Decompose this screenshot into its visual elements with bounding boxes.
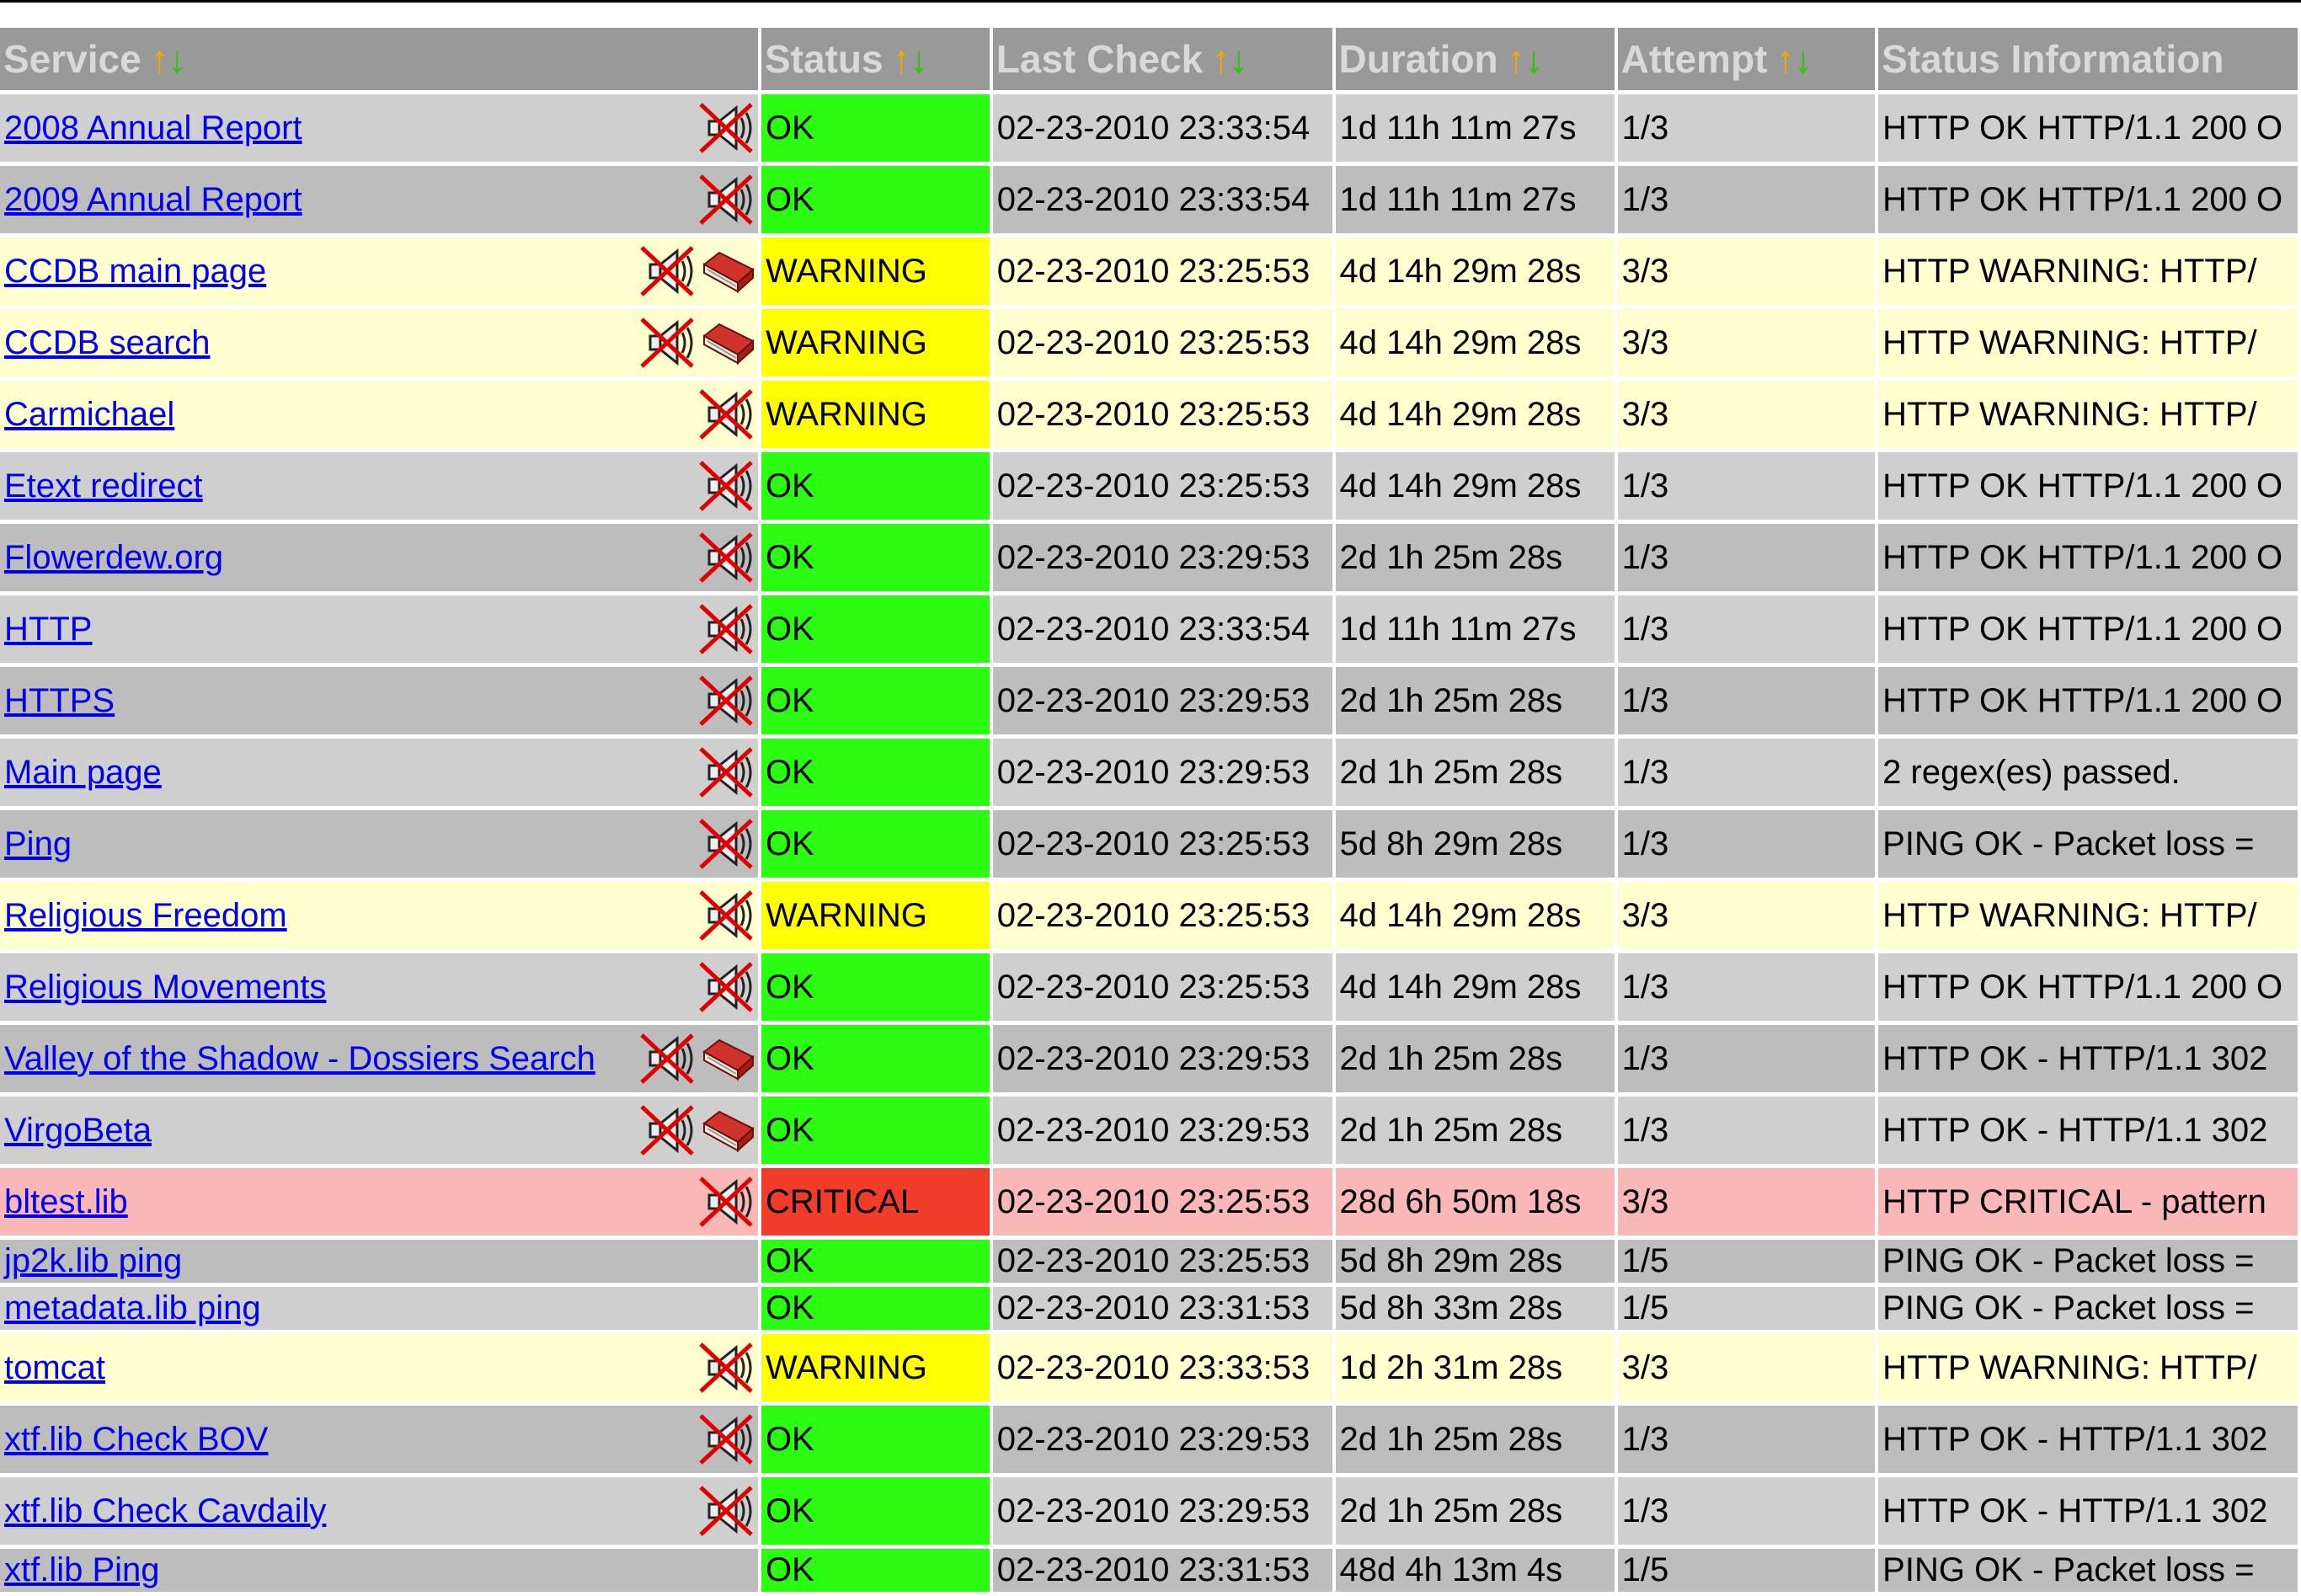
status-cell: OK [761, 94, 990, 162]
last-check-cell: 02-23-2010 23:33:54 [993, 166, 1332, 233]
last-check-cell: 02-23-2010 23:29:53 [993, 524, 1332, 591]
attempt-cell: 3/3 [1618, 309, 1876, 376]
duration-cell: 4d 14h 29m 28s [1336, 381, 1615, 448]
service-icons [697, 1484, 756, 1538]
attempt-cell: 1/3 [1618, 166, 1876, 233]
service-link[interactable]: jp2k.lib ping [4, 1242, 183, 1279]
service-cell [0, 238, 758, 305]
duration-cell: 2d 1h 25m 28s [1336, 1477, 1615, 1545]
duration-cell: 2d 1h 25m 28s [1336, 1097, 1615, 1164]
status-cell: OK [761, 953, 990, 1021]
notifications-disabled-icon[interactable] [697, 459, 756, 513]
service-cell [0, 1334, 758, 1401]
notifications-disabled-icon[interactable] [697, 387, 756, 441]
sort-descending-icon[interactable]: ↓ [1229, 37, 1247, 81]
notifications-disabled-icon[interactable] [697, 602, 756, 656]
acknowledged-icon[interactable] [701, 1103, 756, 1157]
last-check-cell: 02-23-2010 23:29:53 [993, 1406, 1332, 1473]
notifications-disabled-icon[interactable] [697, 173, 756, 227]
service-icons [697, 101, 756, 155]
attempt-cell: 1/5 [1618, 1240, 1876, 1283]
status-cell: CRITICAL [761, 1168, 990, 1236]
last-check-cell: 02-23-2010 23:25:53 [993, 381, 1332, 448]
notifications-disabled-icon[interactable] [697, 531, 756, 584]
duration-cell: 2d 1h 25m 28s [1336, 667, 1615, 734]
acknowledged-icon[interactable] [701, 316, 756, 370]
column-header-last-check[interactable]: Last Check ↑↓ [993, 28, 1332, 90]
status-cell: OK [761, 1097, 990, 1164]
table-row [0, 1025, 2298, 1092]
column-header-service[interactable]: Service ↑↓ [0, 28, 758, 90]
status-information-cell: HTTP CRITICAL - pattern [1878, 1168, 2298, 1236]
sort-ascending-icon[interactable]: ↑ [1211, 37, 1230, 81]
last-check-cell: 02-23-2010 23:29:53 [993, 1097, 1332, 1164]
attempt-cell: 1/3 [1618, 1477, 1876, 1545]
service-icons [638, 316, 756, 370]
status-cell: OK [761, 452, 990, 520]
last-check-cell: 02-23-2010 23:33:54 [993, 94, 1332, 162]
status-cell: WARNING [761, 1334, 990, 1401]
last-check-cell: 02-23-2010 23:29:53 [993, 1025, 1332, 1092]
service-link[interactable]: Valley of the Shadow - Dossiers Search [4, 1039, 595, 1077]
service-icons [638, 244, 756, 298]
status-cell: WARNING [761, 381, 990, 448]
table-row [0, 953, 2298, 1021]
sort-ascending-icon[interactable]: ↑ [1506, 37, 1524, 81]
last-check-cell: 02-23-2010 23:29:53 [993, 1477, 1332, 1545]
service-link[interactable]: 2009 Annual Report [4, 180, 302, 218]
sort-ascending-icon[interactable]: ↑ [891, 37, 910, 81]
service-icons [697, 1412, 756, 1466]
duration-cell: 4d 14h 29m 28s [1336, 882, 1615, 949]
service-icons [697, 1341, 756, 1395]
status-cell: WARNING [761, 882, 990, 949]
status-information-cell: PING OK - Packet loss = [1878, 1549, 2298, 1592]
attempt-cell: 1/3 [1618, 524, 1876, 591]
table-row [0, 1406, 2298, 1473]
service-link[interactable]: bltest.lib [4, 1182, 128, 1220]
service-icons [638, 1032, 756, 1086]
service-cell [0, 452, 758, 520]
attempt-cell: 1/3 [1618, 1406, 1876, 1473]
service-status-table [0, 24, 2301, 1596]
duration-cell: 5d 8h 29m 28s [1336, 1240, 1615, 1283]
status-information-cell: HTTP WARNING: HTTP/ [1878, 1334, 2298, 1401]
service-cell [0, 1168, 758, 1236]
table-row [0, 1168, 2298, 1236]
notifications-disabled-icon[interactable] [697, 1341, 756, 1395]
table-header-row [0, 28, 2298, 90]
table-row [0, 739, 2298, 806]
service-icons [697, 459, 756, 513]
service-link[interactable]: Religious Freedom [4, 896, 287, 934]
column-header-status-information: Status Information [1878, 28, 2298, 90]
service-icons [697, 173, 756, 227]
status-information-cell: HTTP WARNING: HTTP/ [1878, 381, 2298, 448]
service-link[interactable]: HTTPS [4, 681, 115, 719]
service-cell [0, 1477, 758, 1545]
status-information-cell: PING OK - Packet loss = [1878, 1287, 2298, 1330]
service-icons [697, 602, 756, 656]
status-information-cell: HTTP OK HTTP/1.1 200 O [1878, 94, 2298, 162]
notifications-disabled-icon[interactable] [638, 244, 697, 298]
service-icons [697, 387, 756, 441]
duration-cell: 2d 1h 25m 28s [1336, 1406, 1615, 1473]
notifications-disabled-icon[interactable] [697, 1484, 756, 1538]
notifications-disabled-icon[interactable] [638, 1103, 697, 1157]
status-information-cell: HTTP WARNING: HTTP/ [1878, 238, 2298, 305]
status-information-cell: PING OK - Packet loss = [1878, 810, 2298, 878]
service-icons [697, 531, 756, 584]
service-cell [0, 524, 758, 591]
last-check-cell: 02-23-2010 23:29:53 [993, 667, 1332, 734]
table-row [0, 166, 2298, 233]
last-check-cell: 02-23-2010 23:31:53 [993, 1287, 1332, 1330]
status-cell: OK [761, 1287, 990, 1330]
service-icons [697, 960, 756, 1014]
last-check-cell: 02-23-2010 23:29:53 [993, 739, 1332, 806]
table-row [0, 1287, 2298, 1330]
attempt-cell: 1/3 [1618, 810, 1876, 878]
attempt-cell: 3/3 [1618, 1168, 1876, 1236]
status-information-cell: 2 regex(es) passed. [1878, 739, 2298, 806]
attempt-cell: 1/3 [1618, 595, 1876, 663]
service-cell [0, 595, 758, 663]
service-link[interactable]: xtf.lib Ping [4, 1551, 160, 1588]
notifications-disabled-icon[interactable] [697, 817, 756, 871]
service-link[interactable]: metadata.lib ping [4, 1289, 261, 1326]
service-link[interactable]: Main page [4, 753, 162, 791]
table-row [0, 452, 2298, 520]
attempt-cell: 1/3 [1618, 94, 1876, 162]
sort-descending-icon[interactable]: ↓ [909, 37, 927, 81]
service-icons [638, 1103, 756, 1157]
attempt-cell: 3/3 [1618, 1334, 1876, 1401]
service-cell [0, 1406, 758, 1473]
sort-descending-icon[interactable]: ↓ [1793, 37, 1812, 81]
attempt-cell: 1/3 [1618, 1097, 1876, 1164]
duration-cell: 1d 11h 11m 27s [1336, 94, 1615, 162]
status-cell: OK [761, 595, 990, 663]
column-header-duration[interactable]: Duration ↑↓ [1336, 28, 1615, 90]
status-information-cell: HTTP OK - HTTP/1.1 302 [1878, 1406, 2298, 1473]
duration-cell: 2d 1h 25m 28s [1336, 524, 1615, 591]
service-cell [0, 1549, 758, 1592]
status-information-cell: PING OK - Packet loss = [1878, 1240, 2298, 1283]
acknowledged-icon[interactable] [701, 1032, 756, 1086]
last-check-cell: 02-23-2010 23:25:53 [993, 810, 1332, 878]
service-cell [0, 667, 758, 734]
sort-arrows[interactable] [892, 37, 927, 81]
table-row [0, 524, 2298, 591]
column-header-status[interactable]: Status ↑↓ [761, 28, 990, 90]
status-information-cell: HTTP OK HTTP/1.1 200 O [1878, 595, 2298, 663]
attempt-cell: 3/3 [1618, 238, 1876, 305]
status-cell: OK [761, 1240, 990, 1283]
duration-cell: 28d 6h 50m 18s [1336, 1168, 1615, 1236]
status-cell: OK [761, 166, 990, 233]
status-information-cell: HTTP WARNING: HTTP/ [1878, 309, 2298, 376]
service-link[interactable]: Religious Movements [4, 968, 327, 1006]
last-check-cell: 02-23-2010 23:31:53 [993, 1549, 1332, 1592]
service-link[interactable]: 2008 Annual Report [4, 109, 302, 147]
sort-arrows[interactable] [1507, 37, 1542, 81]
status-information-cell: HTTP OK HTTP/1.1 200 O [1878, 524, 2298, 591]
attempt-cell: 1/3 [1618, 953, 1876, 1021]
attempt-cell: 1/3 [1618, 1025, 1876, 1092]
last-check-cell: 02-23-2010 23:25:53 [993, 452, 1332, 520]
service-icons [697, 817, 756, 871]
service-link[interactable]: Carmichael [4, 395, 175, 433]
attempt-cell: 1/3 [1618, 739, 1876, 806]
service-cell [0, 882, 758, 949]
table-row [0, 1477, 2298, 1545]
status-cell: OK [761, 667, 990, 734]
notifications-disabled-icon[interactable] [697, 1412, 756, 1466]
table-row [0, 381, 2298, 448]
duration-cell: 1d 2h 31m 28s [1336, 1334, 1615, 1401]
duration-cell: 2d 1h 25m 28s [1336, 739, 1615, 806]
duration-cell: 4d 14h 29m 28s [1336, 953, 1615, 1021]
duration-cell: 4d 14h 29m 28s [1336, 452, 1615, 520]
last-check-cell: 02-23-2010 23:25:53 [993, 1240, 1332, 1283]
page-top-border [0, 0, 2301, 3]
service-link[interactable]: CCDB main page [4, 252, 267, 290]
table-row [0, 882, 2298, 949]
service-cell [0, 739, 758, 806]
table-row [0, 810, 2298, 878]
sort-arrows[interactable] [1211, 37, 1247, 81]
attempt-cell: 1/3 [1618, 667, 1876, 734]
status-information-cell: HTTP OK - HTTP/1.1 302 [1878, 1025, 2298, 1092]
service-link[interactable]: xtf.lib Check BOV [4, 1420, 269, 1458]
attempt-cell: 1/3 [1618, 452, 1876, 520]
service-link[interactable]: tomcat [4, 1348, 106, 1386]
status-information-cell: HTTP OK - HTTP/1.1 302 [1878, 1097, 2298, 1164]
last-check-cell: 02-23-2010 23:25:53 [993, 882, 1332, 949]
last-check-cell: 02-23-2010 23:25:53 [993, 1168, 1332, 1236]
service-cell [0, 381, 758, 448]
table-row [0, 238, 2298, 305]
status-information-cell: HTTP OK HTTP/1.1 200 O [1878, 166, 2298, 233]
notifications-disabled-icon[interactable] [638, 1032, 697, 1086]
notifications-disabled-icon[interactable] [697, 674, 756, 728]
service-cell [0, 1097, 758, 1164]
sort-ascending-icon[interactable]: ↑ [1775, 37, 1794, 81]
status-cell: WARNING [761, 238, 990, 305]
notifications-disabled-icon[interactable] [697, 889, 756, 942]
table-row [0, 595, 2298, 663]
service-cell [0, 953, 758, 1021]
attempt-cell: 1/5 [1618, 1287, 1876, 1330]
last-check-cell: 02-23-2010 23:25:53 [993, 953, 1332, 1021]
sort-arrows[interactable] [150, 37, 185, 81]
attempt-cell: 3/3 [1618, 381, 1876, 448]
status-cell: OK [761, 1406, 990, 1473]
status-cell: OK [761, 524, 990, 591]
table-row [0, 94, 2298, 162]
status-cell: OK [761, 1549, 990, 1592]
table-row [0, 667, 2298, 734]
notifications-disabled-icon[interactable] [697, 745, 756, 799]
sort-ascending-icon[interactable]: ↑ [149, 37, 168, 81]
service-cell [0, 94, 758, 162]
notifications-disabled-icon[interactable] [638, 316, 697, 370]
service-link[interactable]: CCDB search [4, 323, 211, 361]
service-link[interactable]: Ping [4, 825, 72, 862]
table-row [0, 1549, 2298, 1592]
service-cell [0, 1287, 758, 1330]
service-link[interactable]: VirgoBeta [4, 1111, 152, 1149]
status-cell: WARNING [761, 309, 990, 376]
status-information-cell: HTTP WARNING: HTTP/ [1878, 882, 2298, 949]
table-row [0, 1334, 2298, 1401]
column-header-attempt[interactable]: Attempt ↑↓ [1618, 28, 1876, 90]
service-icons [697, 745, 756, 799]
service-link[interactable]: Flowerdew.org [4, 538, 224, 576]
duration-cell: 1d 11h 11m 27s [1336, 595, 1615, 663]
service-link[interactable]: xtf.lib Check Cavdaily [4, 1492, 327, 1529]
last-check-cell: 02-23-2010 23:33:54 [993, 595, 1332, 663]
service-cell [0, 1240, 758, 1283]
duration-cell: 5d 8h 29m 28s [1336, 810, 1615, 878]
service-cell [0, 309, 758, 376]
last-check-cell: 02-23-2010 23:25:53 [993, 309, 1332, 376]
duration-cell: 4d 14h 29m 28s [1336, 238, 1615, 305]
sort-descending-icon[interactable]: ↓ [1524, 37, 1542, 81]
notifications-disabled-icon[interactable] [697, 101, 756, 155]
service-link[interactable]: Etext redirect [4, 467, 203, 504]
duration-cell: 1d 11h 11m 27s [1336, 166, 1615, 233]
last-check-cell: 02-23-2010 23:25:53 [993, 238, 1332, 305]
duration-cell: 4d 14h 29m 28s [1336, 309, 1615, 376]
service-cell [0, 1025, 758, 1092]
table-row [0, 309, 2298, 376]
status-information-cell: HTTP OK HTTP/1.1 200 O [1878, 452, 2298, 520]
service-icons [697, 889, 756, 942]
last-check-cell: 02-23-2010 23:33:53 [993, 1334, 1332, 1401]
status-cell: OK [761, 1477, 990, 1545]
status-information-cell: HTTP OK HTTP/1.1 200 O [1878, 953, 2298, 1021]
status-information-cell: HTTP OK - HTTP/1.1 302 [1878, 1477, 2298, 1545]
sort-descending-icon[interactable]: ↓ [167, 37, 185, 81]
table-body [0, 94, 2298, 1592]
notifications-disabled-icon[interactable] [697, 1175, 756, 1229]
duration-cell: 2d 1h 25m 28s [1336, 1025, 1615, 1092]
service-cell [0, 810, 758, 878]
attempt-cell: 3/3 [1618, 882, 1876, 949]
duration-cell: 48d 4h 13m 4s [1336, 1549, 1615, 1592]
duration-cell: 5d 8h 33m 28s [1336, 1287, 1615, 1330]
status-cell: OK [761, 739, 990, 806]
status-cell: OK [761, 810, 990, 878]
service-link[interactable]: HTTP [4, 610, 93, 648]
table-row [0, 1240, 2298, 1283]
service-cell [0, 166, 758, 233]
table-row [0, 1097, 2298, 1164]
status-information-cell: HTTP OK HTTP/1.1 200 O [1878, 667, 2298, 734]
notifications-disabled-icon[interactable] [697, 960, 756, 1014]
sort-arrows[interactable] [1775, 37, 1811, 81]
service-icons [697, 674, 756, 728]
acknowledged-icon[interactable] [701, 244, 756, 298]
status-cell: OK [761, 1025, 990, 1092]
attempt-cell: 1/5 [1618, 1549, 1876, 1592]
service-icons [697, 1175, 756, 1229]
